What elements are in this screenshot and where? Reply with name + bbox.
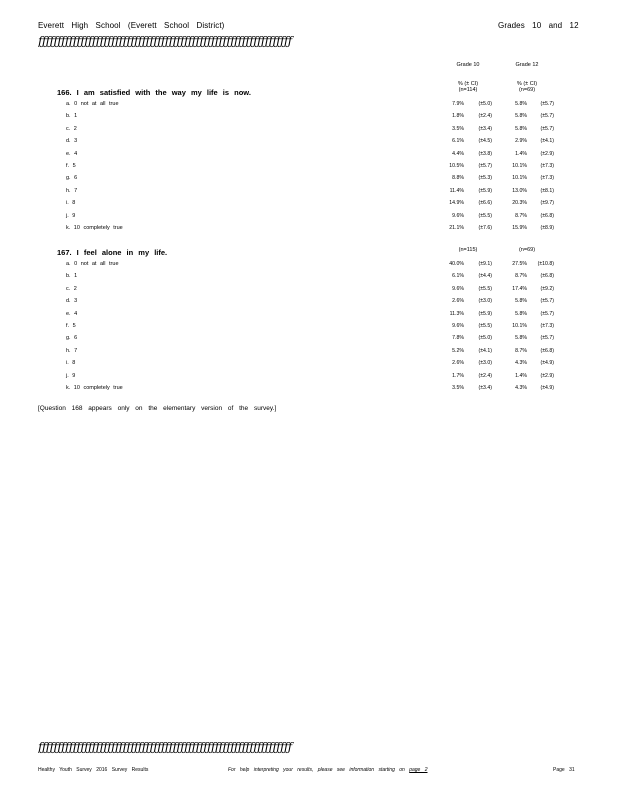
grade10-ci: (±5.5) xyxy=(478,285,492,292)
grade12-percent: 4.3% xyxy=(515,385,527,391)
footer-page-number: Page 31 xyxy=(553,767,575,773)
grade12-percent: 5.8% xyxy=(515,125,527,132)
grade10-ci: (±5.9) xyxy=(478,310,492,317)
grade10-header: Grade 10 xyxy=(456,62,480,68)
grade12-n: (n=69) xyxy=(518,87,536,93)
grade10-ci: (±5.9) xyxy=(478,187,492,194)
grade12-ci: (±8.1) xyxy=(540,187,554,194)
grade10-percent: 1.8% xyxy=(452,113,464,120)
grade12-percent: 1.4% xyxy=(515,372,527,379)
grade10-percent: 6.1% xyxy=(452,138,464,145)
grade10-ci: (±6.6) xyxy=(478,200,492,207)
grade10-percent: 9.6% xyxy=(452,285,464,292)
grade10-ci: (±3.4) xyxy=(478,385,492,391)
grade12-ci: (±2.9) xyxy=(540,150,554,157)
grade12-ci: (±5.7) xyxy=(540,310,554,317)
grade10-ci: (±3.0) xyxy=(478,298,492,305)
response-option-label: g. 6 xyxy=(66,175,78,182)
grade10-ci: (±5.0) xyxy=(478,335,492,342)
response-option-label: h. 7 xyxy=(66,187,78,194)
footer-help-text xyxy=(228,767,428,773)
grade10-percent: 2.6% xyxy=(452,298,464,305)
grade12-ci: (±4.9) xyxy=(540,360,554,367)
grade12-ci: (±5.7) xyxy=(540,101,554,107)
grade12-percent: 27.5% xyxy=(512,261,527,267)
response-option-label: j. 9 xyxy=(66,212,76,219)
grade10-ci: (±4.5) xyxy=(478,138,492,145)
response-option-label: j. 9 xyxy=(66,372,76,379)
grade12-ci: (±6.8) xyxy=(540,347,554,354)
footer-help-prefix: For help interpreting your results, please see information starting on xyxy=(228,767,405,773)
grade10-percent: 1.7% xyxy=(452,372,464,379)
grade12-ci: (±7.3) xyxy=(540,323,554,329)
grade12-percent: 5.8% xyxy=(515,113,527,120)
header-rule: ƒƒƒƒƒƒƒƒƒƒƒƒƒƒƒƒƒƒƒƒƒƒƒƒƒƒƒƒƒƒƒƒƒƒƒƒƒƒƒƒƒƒƒƒƒƒƒƒƒƒƒƒƒƒƒƒƒƒƒƒƒƒƒƒƒƒ xyxy=(38,34,292,48)
grade12-ci: (±9.2) xyxy=(540,285,554,292)
grade10-percent: 3.5% xyxy=(452,385,464,391)
grades-title: Grades 10 and 12 xyxy=(498,21,579,30)
grade12-ci: (±10.8) xyxy=(537,261,554,267)
footer-survey-name: Healthy Youth Survey 2016 Survey Results xyxy=(38,767,149,773)
response-option-label: e. 4 xyxy=(66,310,78,317)
grade10-pct-header: % (± CI) xyxy=(457,81,479,87)
response-option-label: k. 10 completely true xyxy=(66,225,123,231)
response-option-label: k. 10 completely true xyxy=(66,385,123,391)
school-title: Everett High School (Everett School District) xyxy=(38,21,225,30)
grade10-percent: 11.4% xyxy=(449,187,464,194)
grade10-ci: (±5.0) xyxy=(478,101,492,107)
grade10-percent: 21.1% xyxy=(449,225,464,231)
response-option-label: a. 0 not at all true xyxy=(66,101,119,107)
grade12-percent: 20.3% xyxy=(512,200,527,207)
response-option-label: d. 3 xyxy=(66,138,78,145)
grade12-percent: 17.4% xyxy=(512,285,527,292)
grade10-ci: (±5.5) xyxy=(478,212,492,219)
footer-rule: ƒƒƒƒƒƒƒƒƒƒƒƒƒƒƒƒƒƒƒƒƒƒƒƒƒƒƒƒƒƒƒƒƒƒƒƒƒƒƒƒƒƒƒƒƒƒƒƒƒƒƒƒƒƒƒƒƒƒƒƒƒƒƒƒƒƒ xyxy=(38,740,292,754)
grade12-percent: 5.8% xyxy=(515,335,527,342)
grade10-percent: 3.5% xyxy=(452,125,464,132)
footer-page-link[interactable]: page 2 xyxy=(409,767,428,773)
question-title: 167. I feel alone in my life. xyxy=(57,248,168,257)
grade10-percent: 10.5% xyxy=(449,163,464,169)
grade10-ci: (±2.4) xyxy=(478,372,492,379)
grade12-ci: (±4.9) xyxy=(540,385,554,391)
grade12-percent: 13.0% xyxy=(512,187,527,194)
grade10-percent: 11.3% xyxy=(449,310,464,317)
response-option-label: a. 0 not at all true xyxy=(66,261,119,267)
response-option-label: d. 3 xyxy=(66,298,78,305)
response-option-label: c. 2 xyxy=(66,285,77,292)
question-168-note: [Question 168 appears only on the elementary version of the survey.] xyxy=(38,405,277,412)
grade10-percent: 8.8% xyxy=(452,175,464,182)
grade12-n: (n=69) xyxy=(518,247,536,253)
grade12-percent: 10.1% xyxy=(512,163,527,169)
grade10-percent: 9.6% xyxy=(452,212,464,219)
response-option-label: g. 6 xyxy=(66,335,78,342)
grade10-n: (n=114) xyxy=(458,87,478,93)
response-option-label: e. 4 xyxy=(66,150,78,157)
grade12-header: Grade 12 xyxy=(515,62,539,68)
grade10-ci: (±4.4) xyxy=(478,273,492,280)
response-option-label: b. 1 xyxy=(66,273,78,280)
response-option-label: i. 8 xyxy=(66,360,76,367)
grade10-percent: 2.6% xyxy=(452,360,464,367)
response-option-label: b. 1 xyxy=(66,113,78,120)
grade12-percent: 5.8% xyxy=(515,298,527,305)
grade12-ci: (±5.7) xyxy=(540,298,554,305)
response-option-label: f. 5 xyxy=(66,323,76,329)
grade10-ci: (±4.1) xyxy=(478,347,492,354)
grade12-ci: (±6.8) xyxy=(540,273,554,280)
grade10-ci: (±9.1) xyxy=(478,261,492,267)
grade12-ci: (±7.3) xyxy=(540,175,554,182)
grade12-ci: (±5.7) xyxy=(540,125,554,132)
grade10-ci: (±5.5) xyxy=(478,323,492,329)
grade10-ci: (±3.4) xyxy=(478,125,492,132)
grade10-percent: 6.1% xyxy=(452,273,464,280)
grade12-percent: 2.9% xyxy=(515,138,527,145)
grade10-percent: 14.9% xyxy=(449,200,464,207)
grade12-ci: (±5.7) xyxy=(540,335,554,342)
grade10-ci: (±3.8) xyxy=(478,150,492,157)
grade12-percent: 8.7% xyxy=(515,273,527,280)
grade12-percent: 8.7% xyxy=(515,212,527,219)
grade12-percent: 10.1% xyxy=(512,323,527,329)
grade12-percent: 8.7% xyxy=(515,347,527,354)
grade10-percent: 7.9% xyxy=(452,101,464,107)
grade10-percent: 40.0% xyxy=(449,261,464,267)
grade12-ci: (±9.7) xyxy=(540,200,554,207)
grade10-n: (n=115) xyxy=(458,247,478,253)
grade10-percent: 9.6% xyxy=(452,323,464,329)
grade12-percent: 15.9% xyxy=(512,225,527,231)
grade12-pct-header: % (± CI) xyxy=(516,81,538,87)
question-title: 166. I am satisfied with the way my life is now. xyxy=(57,88,251,97)
grade12-percent: 10.1% xyxy=(512,175,527,182)
grade12-percent: 5.8% xyxy=(515,310,527,317)
response-option-label: f. 5 xyxy=(66,163,76,169)
response-option-label: c. 2 xyxy=(66,125,77,132)
grade12-ci: (±2.9) xyxy=(540,372,554,379)
grade10-percent: 4.4% xyxy=(452,150,464,157)
grade12-ci: (±4.1) xyxy=(540,138,554,145)
grade12-ci: (±5.7) xyxy=(540,113,554,120)
grade10-ci: (±2.4) xyxy=(478,113,492,120)
response-option-label: i. 8 xyxy=(66,200,76,207)
grade12-ci: (±6.8) xyxy=(540,212,554,219)
grade12-percent: 1.4% xyxy=(515,150,527,157)
grade12-percent: 4.3% xyxy=(515,360,527,367)
grade10-percent: 7.8% xyxy=(452,335,464,342)
grade12-ci: (±8.9) xyxy=(540,225,554,231)
grade10-percent: 5.2% xyxy=(452,347,464,354)
grade10-ci: (±5.3) xyxy=(478,175,492,182)
grade10-ci: (±3.0) xyxy=(478,360,492,367)
grade12-ci: (±7.3) xyxy=(540,163,554,169)
grade12-percent: 5.8% xyxy=(515,101,527,107)
response-option-label: h. 7 xyxy=(66,347,78,354)
grade10-ci: (±5.7) xyxy=(478,163,492,169)
grade10-ci: (±7.6) xyxy=(478,225,492,231)
